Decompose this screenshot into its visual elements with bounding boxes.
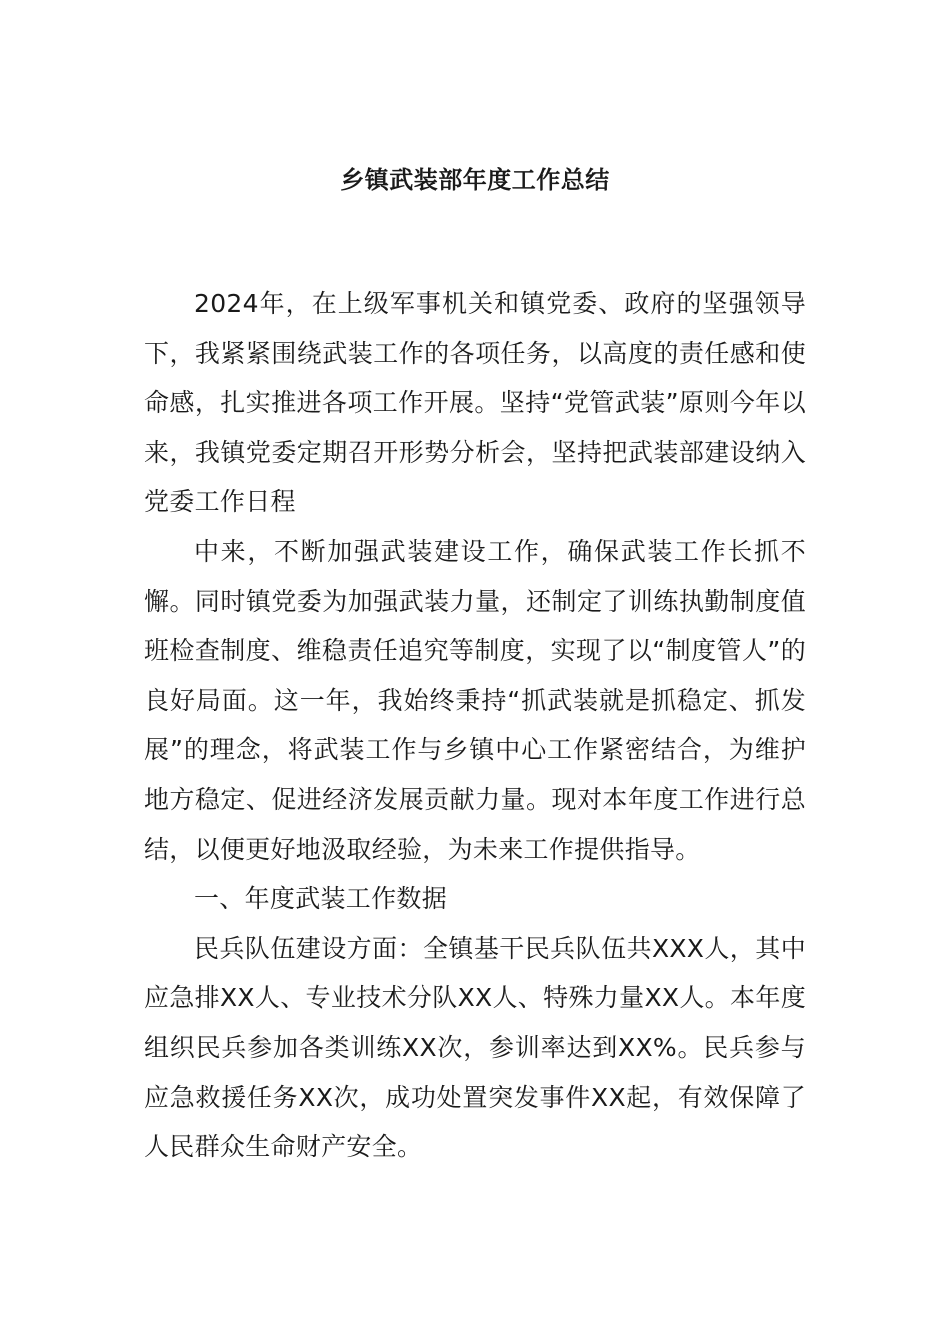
section-heading: 一、年度武装工作数据	[194, 884, 448, 914]
document-title: 乡镇武装部年度工作总结	[340, 166, 610, 194]
document-body	[144, 279, 806, 1172]
paragraph-continuation: 中来，不断加强武装建设工作，确保武装工作长抓不懈。同时镇党委为加强武装力量，还制定了训练执勤制度值班检查制度、维稳责任追究等制度，实现了以“制度管人”的良好局面。这一年，我始终秉持“抓武装就是抓稳定、抓发展”的理念，将武装工作与乡镇中心工作紧密结合，为维护地方稳定、促进经济发展贡献力量。现对本年度工作进行总结，以便更好地汲取经验，为未来工作提供指导。	[144, 536, 806, 864]
paragraph-intro: 2024年，在上级军事机关和镇党委、政府的坚强领导下，我紧紧围绕武装工作的各项任务，以高度的责任感和使命感，扎实推进各项工作开展。坚持“党管武装”原则今年以来，我镇党委定期召开形势分析会，坚持把武装部建设纳入党委工作日程	[144, 289, 806, 517]
paragraph-militia: 民兵队伍建设方面：全镇基干民兵队伍共XXX人，其中应急排XX人、专业技术分队XX人、特殊力量XX人。本年度组织民兵参加各类训练XX次，参训率达到XX%。民兵参与应急救援任务XX次，成功处置突发事件XX起，有效保障了人民群众生命财产安全。	[144, 933, 806, 1162]
